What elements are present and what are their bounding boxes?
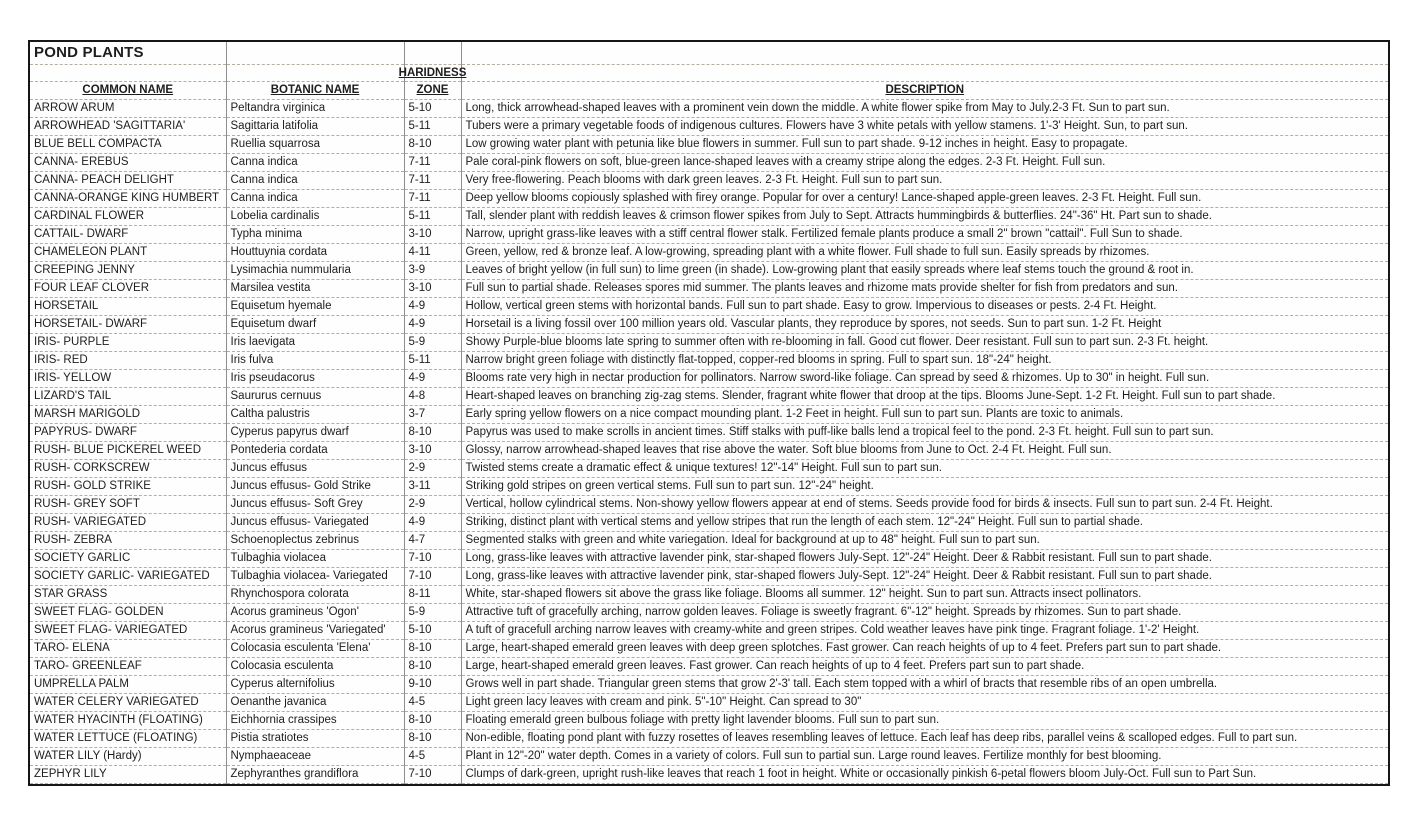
zone-cell: 7-10 — [404, 766, 461, 784]
zone-cell: 4-8 — [404, 388, 461, 406]
description-cell: Attractive tuft of gracefully arching, narrow golden leaves. Foliage is sweetly fragrant. 6"-12" height. Spreads by rhizomes. Sun to part shade. — [461, 604, 1388, 622]
zone-top-empty-cell — [30, 65, 226, 82]
common-name-cell: RUSH- VARIEGATED — [30, 514, 226, 532]
description-cell: Very free-flowering. Peach blooms with dark green leaves. 2-3 Ft. Height. Full sun to part sun. — [461, 172, 1388, 190]
common-name-cell: RUSH- BLUE PICKEREL WEED — [30, 442, 226, 460]
botanic-name-cell: Acorus gramineus 'Variegated' — [226, 622, 404, 640]
description-cell: Low growing water plant with petunia like blue flowers in summer. Full sun to part shade. 9-12 inches in height. Easy to propagate. — [461, 136, 1388, 154]
common-name-cell: RUSH- GREY SOFT — [30, 496, 226, 514]
common-name-cell: CHAMELEON PLANT — [30, 244, 226, 262]
description-cell: Twisted stems create a dramatic effect & unique textures! 12"-14" Height. Full sun to part sun. — [461, 460, 1388, 478]
zone-cell: 4-5 — [404, 748, 461, 766]
botanic-name-cell: Equisetum dwarf — [226, 316, 404, 334]
common-name-cell: CARDINAL FLOWER — [30, 208, 226, 226]
zone-cell: 4-7 — [404, 532, 461, 550]
common-name-cell: WATER LILY (Hardy) — [30, 748, 226, 766]
hardiness-label-cell — [398, 65, 467, 82]
botanic-name-cell: Cyperus papyrus dwarf — [226, 424, 404, 442]
table-row — [30, 730, 1388, 748]
table-row — [30, 748, 1388, 766]
table-row — [30, 388, 1388, 406]
zone-cell: 5-10 — [404, 622, 461, 640]
botanic-name-cell: Colocasia esculenta — [226, 658, 404, 676]
pond-plants-table — [30, 42, 1388, 784]
column-header-description: DESCRIPTION — [461, 82, 1388, 100]
description-cell: Long, grass-like leaves with attractive lavender pink, star-shaped flowers July-Sept. 12"-24" Height. Deer & Rabbit resistant. Full sun to part shade. — [461, 550, 1388, 568]
description-cell: Long, grass-like leaves with attractive lavender pink, star-shaped flowers July-Sept. 12"-24" Height. Deer & Rabbit resistant. Full sun to part shade. — [461, 568, 1388, 586]
botanic-name-cell: Rhynchospora colorata — [226, 586, 404, 604]
description-cell: Early spring yellow flowers on a nice compact mounding plant. 1-2 Feet in height. Full sun to part sun. Plants are toxic to animals. — [461, 406, 1388, 424]
description-cell: Deep yellow blooms copiously splashed with firey orange. Popular for over a century! Lance-shaped apple-green leaves. 2-3 Ft. Height. Full sun. — [461, 190, 1388, 208]
table-row — [30, 154, 1388, 172]
botanic-name-cell: Pontederia cordata — [226, 442, 404, 460]
common-name-cell: CANNA- EREBUS — [30, 154, 226, 172]
common-name-cell: ARROW ARUM — [30, 100, 226, 118]
common-name-cell: SWEET FLAG- VARIEGATED — [30, 622, 226, 640]
table-row — [30, 424, 1388, 442]
common-name-cell: RUSH- CORKSCREW — [30, 460, 226, 478]
botanic-name-cell: Houttuynia cordata — [226, 244, 404, 262]
zone-cell: 7-11 — [404, 172, 461, 190]
zone-cell: 2-9 — [404, 460, 461, 478]
table-row — [30, 370, 1388, 388]
common-name-cell: TARO- GREENLEAF — [30, 658, 226, 676]
title-row-empty-cell — [404, 42, 461, 65]
page-title: POND PLANTS — [30, 42, 226, 65]
common-name-cell: WATER CELERY VARIEGATED — [30, 694, 226, 712]
description-cell: Floating emerald green bulbous foliage with pretty light lavender blooms. Full sun to part sun. — [461, 712, 1388, 730]
zone-cell: 3-10 — [404, 280, 461, 298]
table-row — [30, 100, 1388, 118]
botanic-name-cell: Canna indica — [226, 190, 404, 208]
botanic-name-cell: Cyperus alternifolius — [226, 676, 404, 694]
table-row — [30, 118, 1388, 136]
table-row — [30, 172, 1388, 190]
table-row — [30, 208, 1388, 226]
table-row — [30, 298, 1388, 316]
description-cell: Blooms rate very high in nectar production for pollinators. Narrow sword-like foliage. Can spread by seed & rhizomes. Up to 30" in height. Full sun. — [461, 370, 1388, 388]
botanic-name-cell: Juncus effusus- Soft Grey — [226, 496, 404, 514]
botanic-name-cell: Tulbaghia violacea- Variegated — [226, 568, 404, 586]
description-cell: Striking gold stripes on green vertical stems. Full sun to part sun. 12"-24" height. — [461, 478, 1388, 496]
botanic-name-cell: Juncus effusus — [226, 460, 404, 478]
table-row — [30, 280, 1388, 298]
table-head — [30, 42, 1388, 100]
botanic-name-cell: Marsilea vestita — [226, 280, 404, 298]
description-cell: White, star-shaped flowers sit above the grass like foliage. Blooms all summer. 12" height. Sun to part sun. Attracts insect pollinators. — [461, 586, 1388, 604]
zone-cell: 4-9 — [404, 316, 461, 334]
table-row — [30, 334, 1388, 352]
zone-cell: 8-10 — [404, 424, 461, 442]
botanic-name-cell: Iris laevigata — [226, 334, 404, 352]
common-name-cell: WATER LETTUCE (FLOATING) — [30, 730, 226, 748]
common-name-cell: IRIS- RED — [30, 352, 226, 370]
common-name-cell: UMPRELLA PALM — [30, 676, 226, 694]
zone-cell: 5-9 — [404, 604, 461, 622]
title-row — [30, 42, 1388, 65]
table-row — [30, 550, 1388, 568]
zone-cell: 9-10 — [404, 676, 461, 694]
zone-cell: 8-10 — [404, 730, 461, 748]
zone-top-empty-cell — [226, 65, 404, 82]
zone-cell: 5-9 — [404, 334, 461, 352]
common-name-cell: RUSH- GOLD STRIKE — [30, 478, 226, 496]
botanic-name-cell: Zephyranthes grandiflora — [226, 766, 404, 784]
description-cell: Large, heart-shaped emerald green leaves. Fast grower. Can reach heights of up to 4 feet. Prefers part sun to part shade. — [461, 658, 1388, 676]
common-name-cell: PAPYRUS- DWARF — [30, 424, 226, 442]
description-cell: Narrow, upright grass-like leaves with a stiff central flower stalk. Fertilized female plants produce a small 2" brown "cattail". Full Sun to shade. — [461, 226, 1388, 244]
table-row — [30, 406, 1388, 424]
zone-cell: 2-9 — [404, 496, 461, 514]
column-header-row — [30, 82, 1388, 100]
hardiness-label-wrap — [398, 65, 467, 81]
botanic-name-cell: Canna indica — [226, 154, 404, 172]
common-name-cell: CREEPING JENNY — [30, 262, 226, 280]
description-cell: Pale coral-pink flowers on soft, blue-green lance-shaped leaves with a creamy stripe along the edges. 2-3 Ft. Height. Full sun. — [461, 154, 1388, 172]
common-name-cell: IRIS- PURPLE — [30, 334, 226, 352]
botanic-name-cell: Tulbaghia violacea — [226, 550, 404, 568]
botanic-name-cell: Caltha palustris — [226, 406, 404, 424]
table-row — [30, 226, 1388, 244]
table-row — [30, 766, 1388, 784]
description-cell: Horsetail is a living fossil over 100 million years old. Vascular plants, they reproduce by spores, not seeds. Sun to part sun. 1-2 Ft. Height — [461, 316, 1388, 334]
zone-cell: 7-11 — [404, 154, 461, 172]
description-cell: Hollow, vertical green stems with horizontal bands. Full sun to part shade. Easy to grow. Impervious to diseases or pests. 2-4 Ft. Height. — [461, 298, 1388, 316]
botanic-name-cell: Colocasia esculenta 'Elena' — [226, 640, 404, 658]
zone-cell: 5-11 — [404, 208, 461, 226]
zone-cell: 3-11 — [404, 478, 461, 496]
botanic-name-cell: Lobelia cardinalis — [226, 208, 404, 226]
zone-cell: 8-10 — [404, 136, 461, 154]
description-cell: A tuft of gracefull arching narrow leaves with creamy-white and green stripes. Cold weather leaves have pink tinge. Fragrant foliage. 1'-2' Height. — [461, 622, 1388, 640]
botanic-name-cell: Ruellia squarrosa — [226, 136, 404, 154]
common-name-cell: CATTAIL- DWARF — [30, 226, 226, 244]
description-cell: Large, heart-shaped emerald green leaves with deep green splotches. Fast grower. Can reach heights of up to 4 feet. Prefers part sun to part shade. — [461, 640, 1388, 658]
description-cell: Clumps of dark-green, upright rush-like leaves that reach 1 foot in height. White or occasionally pinkish 6-petal flowers bloom July-Oct. Full sun to Part Sun. — [461, 766, 1388, 784]
botanic-name-cell: Oenanthe javanica — [226, 694, 404, 712]
table-row — [30, 496, 1388, 514]
table-row — [30, 658, 1388, 676]
description-cell: Striking, distinct plant with vertical stems and yellow stripes that run the length of each stem. 12"-24" Height. Full sun to partial shade. — [461, 514, 1388, 532]
description-cell: Long, thick arrowhead-shaped leaves with a prominent vein down the middle. A white flower spike from May to July.2-3 Ft. Sun to part sun. — [461, 100, 1388, 118]
botanic-name-cell: Iris pseudacorus — [226, 370, 404, 388]
botanic-name-cell: Sagittaria latifolia — [226, 118, 404, 136]
table-row — [30, 514, 1388, 532]
botanic-name-cell: Schoenoplectus zebrinus — [226, 532, 404, 550]
table-row — [30, 532, 1388, 550]
common-name-cell: FOUR LEAF CLOVER — [30, 280, 226, 298]
pond-plants-sheet — [28, 40, 1390, 786]
description-cell: Heart-shaped leaves on branching zig-zag stems. Slender, fragrant white flower that droop at the tips. Blooms June-Sept. 1-2 Ft. Height. Full sun to part shade. — [461, 388, 1388, 406]
zone-cell: 4-9 — [404, 370, 461, 388]
table-row — [30, 460, 1388, 478]
description-cell: Segmented stalks with green and white variegation. Ideal for background at up to 48" height. Full sun to part sun. — [461, 532, 1388, 550]
zone-cell: 8-10 — [404, 640, 461, 658]
zone-cell: 4-9 — [404, 514, 461, 532]
zone-cell: 4-9 — [404, 298, 461, 316]
common-name-cell: BLUE BELL COMPACTA — [30, 136, 226, 154]
zone-top-empty-cell — [461, 65, 1388, 82]
description-cell: Grows well in part shade. Triangular green stems that grow 2'-3' tall. Each stem topped with a whirl of bracts that resemble ribs of an open umbrella. — [461, 676, 1388, 694]
common-name-cell: CANNA- PEACH DELIGHT — [30, 172, 226, 190]
description-cell: Plant in 12"-20" water depth. Comes in a variety of colors. Full sun to partial sun. Large round leaves. Fertilize monthly for best blooming. — [461, 748, 1388, 766]
botanic-name-cell: Lysimachia nummularia — [226, 262, 404, 280]
common-name-cell: HORSETAIL- DWARF — [30, 316, 226, 334]
table-row — [30, 316, 1388, 334]
common-name-cell: ARROWHEAD 'SAGITTARIA' — [30, 118, 226, 136]
description-cell: Leaves of bright yellow (in full sun) to lime green (in shade). Low-growing plant that easily spreads where leaf stems touch the ground & root in. — [461, 262, 1388, 280]
table-row — [30, 694, 1388, 712]
table-row — [30, 622, 1388, 640]
table-row — [30, 478, 1388, 496]
description-cell: Tubers were a primary vegetable foods of indigenous cultures. Flowers have 3 white petals with yellow stamens. 1'-3' Height. Sun, to part sun. — [461, 118, 1388, 136]
table-row — [30, 262, 1388, 280]
zone-cell: 7-11 — [404, 190, 461, 208]
common-name-cell: HORSETAIL — [30, 298, 226, 316]
description-cell: Vertical, hollow cylindrical stems. Non-showy yellow flowers appear at end of stems. Seeds provide food for birds & insects. Full sun to part sun. 2-4 Ft. Height. — [461, 496, 1388, 514]
table-row — [30, 190, 1388, 208]
description-cell: Tall, slender plant with reddish leaves & crimson flower spikes from July to Sept. Attracts hummingbirds & butterflies. 24"-36" Ht. Part sun to shade. — [461, 208, 1388, 226]
zone-cell: 8-10 — [404, 712, 461, 730]
zone-cell: 5-10 — [404, 100, 461, 118]
common-name-cell: STAR GRASS — [30, 586, 226, 604]
common-name-cell: RUSH- ZEBRA — [30, 532, 226, 550]
title-row-empty-cell — [226, 42, 404, 65]
botanic-name-cell: Peltandra virginica — [226, 100, 404, 118]
botanic-name-cell: Juncus effusus- Gold Strike — [226, 478, 404, 496]
zone-cell: 3-10 — [404, 226, 461, 244]
zone-cell: 8-11 — [404, 586, 461, 604]
zone-cell: 8-10 — [404, 658, 461, 676]
title-row-empty-cell — [461, 42, 1388, 65]
table-row — [30, 442, 1388, 460]
common-name-cell: WATER HYACINTH (FLOATING) — [30, 712, 226, 730]
common-name-cell: TARO- ELENA — [30, 640, 226, 658]
hardiness-label: HARIDNESS — [398, 67, 467, 79]
botanic-name-cell: Nymphaeaceae — [226, 748, 404, 766]
column-header-botanic-name: BOTANIC NAME — [226, 82, 404, 100]
description-cell: Non-edible, floating pond plant with fuzzy rosettes of leaves resembling leaves of lettuce. Each leaf has deep ribs, parallel veins & scalloped edges. Full to part sun. — [461, 730, 1388, 748]
zone-cell: 5-11 — [404, 352, 461, 370]
botanic-name-cell: Saururus cernuus — [226, 388, 404, 406]
common-name-cell: SWEET FLAG- GOLDEN — [30, 604, 226, 622]
column-header-zone: ZONE — [404, 82, 461, 100]
common-name-cell: MARSH MARIGOLD — [30, 406, 226, 424]
common-name-cell: IRIS- YELLOW — [30, 370, 226, 388]
description-cell: Light green lacy leaves with cream and pink. 5"-10" Height. Can spread to 30" — [461, 694, 1388, 712]
zone-cell: 3-10 — [404, 442, 461, 460]
description-cell: Showy Purple-blue blooms late spring to summer often with re-blooming in fall. Good cut flower. Deer resistant. Full sun to part sun. 2-3 Ft. height. — [461, 334, 1388, 352]
table-row — [30, 244, 1388, 262]
common-name-cell: SOCIETY GARLIC- VARIEGATED — [30, 568, 226, 586]
botanic-name-cell: Canna indica — [226, 172, 404, 190]
zone-cell: 3-7 — [404, 406, 461, 424]
table-row — [30, 640, 1388, 658]
description-cell: Papyrus was used to make scrolls in ancient times. Stiff stalks with puff-like balls lend a tropical feel to the pond. 2-3 Ft. height. Full sun to part sun. — [461, 424, 1388, 442]
zone-cell: 4-11 — [404, 244, 461, 262]
table-row — [30, 604, 1388, 622]
table-row — [30, 586, 1388, 604]
botanic-name-cell: Juncus effusus- Variegated — [226, 514, 404, 532]
zone-top-row — [30, 65, 1388, 82]
botanic-name-cell: Pistia stratiotes — [226, 730, 404, 748]
column-header-common-name: COMMON NAME — [30, 82, 226, 100]
description-cell: Narrow bright green foliage with distinctly flat-topped, copper-red blooms in spring. Full to spart sun. 18"-24" height. — [461, 352, 1388, 370]
description-cell: Green, yellow, red & bronze leaf. A low-growing, spreading plant with a white flower. Full shade to full sun. Easily spreads by rhizomes. — [461, 244, 1388, 262]
botanic-name-cell: Acorus gramineus 'Ogon' — [226, 604, 404, 622]
table-row — [30, 568, 1388, 586]
table-row — [30, 136, 1388, 154]
description-cell: Full sun to partial shade. Releases spores mid summer. The plants leaves and rhizome mats provide shelter for fish from predators and sun. — [461, 280, 1388, 298]
table-row — [30, 676, 1388, 694]
table-row — [30, 712, 1388, 730]
botanic-name-cell: Eichhornia crassipes — [226, 712, 404, 730]
common-name-cell: LIZARD'S TAIL — [30, 388, 226, 406]
common-name-cell: ZEPHYR LILY — [30, 766, 226, 784]
zone-cell: 7-10 — [404, 568, 461, 586]
table-body — [30, 100, 1388, 784]
botanic-name-cell: Typha minima — [226, 226, 404, 244]
common-name-cell: SOCIETY GARLIC — [30, 550, 226, 568]
zone-cell: 4-5 — [404, 694, 461, 712]
zone-cell: 5-11 — [404, 118, 461, 136]
botanic-name-cell: Iris fulva — [226, 352, 404, 370]
zone-cell: 3-9 — [404, 262, 461, 280]
description-cell: Glossy, narrow arrowhead-shaped leaves that rise above the water. Soft blue blooms from June to Oct. 2-4 Ft. Height. Full sun. — [461, 442, 1388, 460]
common-name-cell: CANNA-ORANGE KING HUMBERT — [30, 190, 226, 208]
botanic-name-cell: Equisetum hyemale — [226, 298, 404, 316]
zone-cell: 7-10 — [404, 550, 461, 568]
table-row — [30, 352, 1388, 370]
